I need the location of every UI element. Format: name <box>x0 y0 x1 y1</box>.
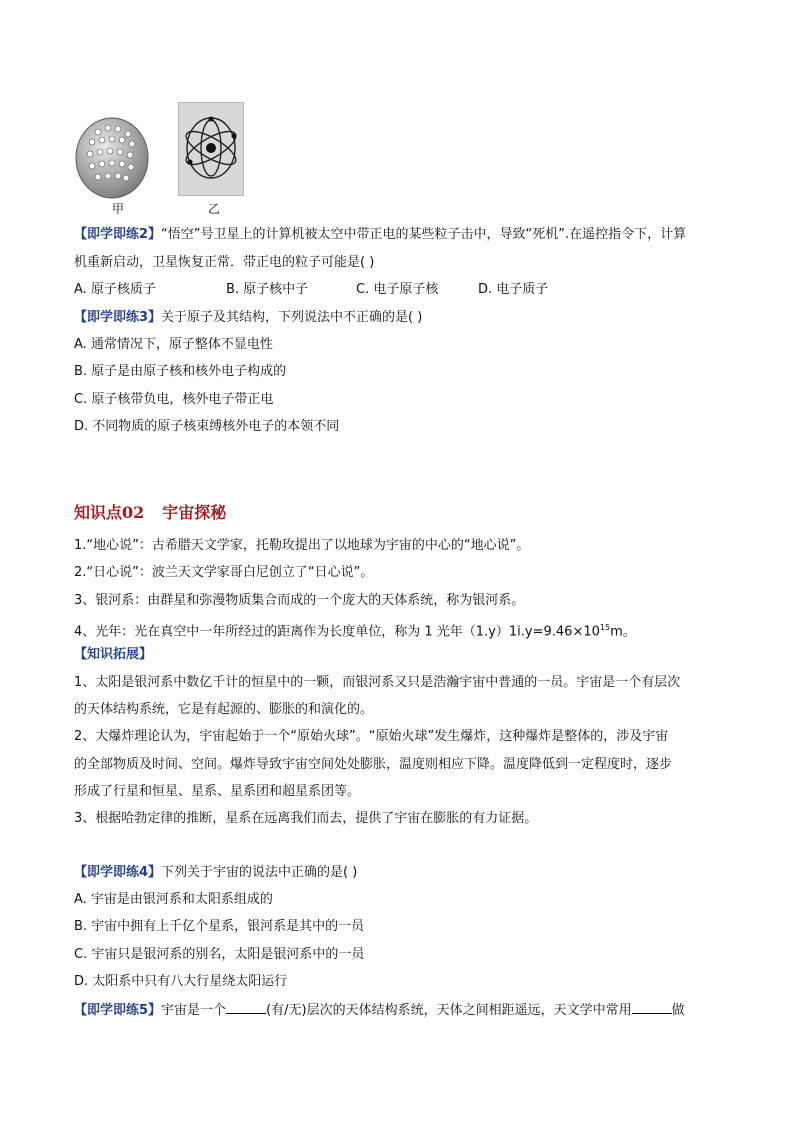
q4-option-d[interactable]: D. 太阳系中只有八大行星绕太阳运行 <box>74 974 288 989</box>
q2-option-c[interactable]: C. 电子原子核 <box>356 282 439 297</box>
q2-option-b[interactable]: B. 原子核中子 <box>226 282 309 297</box>
q4-stem: 下列关于宇宙的说法中正确的是( ) <box>161 865 358 880</box>
point-4-unit: m。 <box>610 624 636 640</box>
extension-tag: 【知识拓展】 <box>74 647 153 662</box>
q2-tag: 【即学即练2】 <box>74 227 162 242</box>
extension-line-4: 的全部物质及时间、空间。爆炸导致宇宙空间处处膨胀，温度则相应下降。温度降低到一定程度时，逐步 <box>74 757 673 772</box>
q5-part-2: (有/无)层次的天体结构系统，天体之间相距遥远，天文学中常用 <box>266 1003 632 1018</box>
q3-question <box>74 309 734 327</box>
q5-part-1: 宇宙是一个 <box>161 1003 227 1018</box>
q2-stem-1: “悟空”号卫星上的计算机被太空中带正电的某些粒子击中，导致“死机”.在遥控指令下，计算 <box>161 227 687 242</box>
q3-stem: 关于原子及其结构，下列说法中不正确的是( ) <box>161 310 423 325</box>
q3-option-d[interactable]: D. 不同物质的原子核束缚核外电子的本领不同 <box>74 419 340 434</box>
q4-tag: 【即学即练4】 <box>74 865 162 880</box>
extension-line-6: 3、根据哈勃定律的推断，星系在远离我们而去，提供了宇宙在膨胀的有力证据。 <box>74 811 538 826</box>
extension-line-5: 形成了行星和恒星、星系、星系团和超星系团等。 <box>74 784 361 799</box>
q3-option-b[interactable]: B. 原子是由原子核和核外电子构成的 <box>74 364 287 379</box>
q4-question <box>74 864 734 882</box>
point-4 <box>74 619 734 641</box>
knowledge-point-title: 宇宙探秘 <box>162 503 227 522</box>
q5-blank-2[interactable] <box>632 1001 672 1014</box>
plum-pudding-model-image <box>74 110 150 200</box>
q3-option-c[interactable]: C. 原子核带负电，核外电子带正电 <box>74 392 274 407</box>
knowledge-point-code: 知识点02 <box>74 503 145 522</box>
point-1: 1.“地心说”：古希腊天文学家，托勒玫提出了以地球为宇宙的中心的“地心说”。 <box>74 538 530 553</box>
q2-stem-2: 机重新启动，卫星恢复正常．带正电的粒子可能是( ) <box>74 255 375 270</box>
nuclear-model-image <box>178 102 244 196</box>
q2-option-d[interactable]: D. 电子质子 <box>478 282 549 297</box>
q4-option-b[interactable]: B. 宇宙中拥有上千亿个星系，银河系是其中的一员 <box>74 919 365 934</box>
extension-line-3: 2、大爆炸理论认为，宇宙起始于一个“原始火球”。“原始火球”发生爆炸，这种爆炸是整体的，涉及宇宙 <box>74 729 669 744</box>
q3-tag: 【即学即练3】 <box>74 310 162 325</box>
q2-option-a[interactable]: A. 原子核质子 <box>74 282 156 297</box>
figure-caption-jia: 甲 <box>112 202 125 216</box>
q5-blank-1[interactable] <box>226 1001 266 1014</box>
point-2: 2.“日心说”：波兰天文学家哥白尼创立了“日心说”。 <box>74 565 374 580</box>
q4-option-c[interactable]: C. 宇宙只是银河系的别名，太阳是银河系中的一员 <box>74 947 365 962</box>
point-3: 3、银河系：由群星和弥漫物质集合而成的一个庞大的天体系统，称为银河系。 <box>74 593 525 608</box>
extension-line-1: 1、太阳是银河系中数亿千计的恒星中的一颗，而银河系又只是浩瀚宇宙中普通的一员。宇宙是一个有层次 <box>74 675 681 690</box>
q5-tag: 【即学即练5】 <box>74 1003 162 1018</box>
point-4-text: 4、光年：光在真空中一年所经过的距离作为长度单位，称为 1 光年（1.y）1i.y=9.46×10 <box>74 624 600 640</box>
extension-line-2: 的天体结构系统，它是有起源的、膨胀的和演化的。 <box>74 702 374 717</box>
atom-model-figures <box>74 100 274 220</box>
figure-caption-yi: 乙 <box>208 202 221 216</box>
knowledge-point-heading <box>74 500 244 523</box>
q2-line-1 <box>74 226 734 244</box>
q3-option-a[interactable]: A. 通常情况下，原子整体不显电性 <box>74 337 273 352</box>
q5-part-3: 做 <box>671 1003 685 1018</box>
q4-option-a[interactable]: A. 宇宙是由银河系和太阳系组成的 <box>74 892 273 907</box>
q5-question <box>74 1001 734 1020</box>
point-4-exponent: 15 <box>599 623 611 632</box>
